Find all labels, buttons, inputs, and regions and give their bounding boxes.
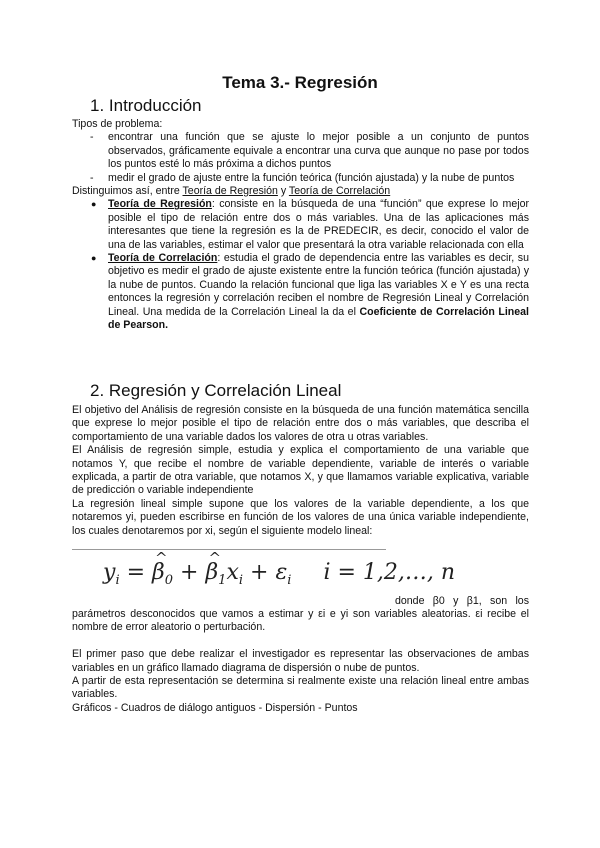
- section-heading-introduccion: 1. Introducción: [90, 96, 202, 115]
- paragraph: El Análisis de regresión simple, estudia y explica el comportamiento de una variable que notamos Y, que recibe el nombre de variable dependiente, variable de interés o variable explicada, a partir de otra variable, que notamos X, y que llamamos variable explicativa, variable de predicción o variable independiente: [72, 444, 529, 497]
- paragraph: El objetivo del Análisis de regresión consiste en la búsqueda de una función matemática sencilla que exprese lo mejor posible el tipo de relación entre dos o más variables, que describa el comportamiento de una variable dados los valores de otra u otras variables.: [72, 404, 529, 443]
- term-correlacion: Teoría de Correlación: [288, 185, 391, 198]
- theory-list: [72, 198, 529, 332]
- divider: [72, 549, 386, 550]
- regression-formula: $y_i$ = ^ $\beta_0$ + ^ $\beta_1x_i + \varepsilon_i$ i = 1,2,…, n: [103, 560, 455, 598]
- section-heading-regresion-lineal: 2. Regresión y Correlación Lineal: [90, 381, 342, 400]
- menu-path: Gráficos - Cuadros de diálogo antiguos - Dispersión - Puntos: [72, 701, 358, 714]
- problem-list: [72, 131, 529, 185]
- conclusion-block: [72, 608, 529, 715]
- distinguish-line: Distinguimos así, entre Teoría de Regresión y Teoría de Correlación: [72, 185, 391, 198]
- paragraph: A partir de esta representación se determina si realmente existe una relación lineal entre ambas variables.: [72, 675, 529, 701]
- intro-block: [72, 118, 529, 333]
- document-title: Tema 3.- Regresión: [222, 73, 378, 92]
- paragraph: La regresión lineal simple supone que los valores de la variable dependiente, a los que notaremos yi, pueden escribirse en función de los valores de una única variable independiente, los cuales denotaremos por xi, según el siguiente modelo lineal:: [72, 497, 529, 537]
- regression-block: [72, 404, 529, 538]
- list-item: ● Teoría de Correlación: estudia el grado de dependencia entre las variables es decir, su objetivo es medir el grado de ajuste existente entre la función teórica (función ajustada) y la nube de puntos. Cuando la relación funcional que liga las variables X e Y es una recta entonces la regresión y correlación reciben el nombre de Regresión Lineal y Correlación Lineal. Una medida de la Correlación Lineal la da el Coeficiente de Correlación Lineal de Pearson.: [91, 252, 529, 332]
- paragraph: parámetros desconocidos que vamos a estimar y εi e yi son variables aleatorias. εi recibe el nombre de error aleatorio o perturbación.: [72, 608, 529, 634]
- problem-types-label: Tipos de problema:: [72, 118, 163, 130]
- paragraph: El primer paso que debe realizar el investigador es representar las observaciones de ambas variables en un gráfico llamado diagrama de dispersión o nube de puntos.: [72, 648, 529, 674]
- formula-note-right: donde β0 y β1, son los: [395, 595, 529, 607]
- term-regresion: Teoría de Regresión: [182, 185, 278, 198]
- list-item: - encontrar una función que se ajuste lo mejor posible a un conjunto de puntos observados, gráficamente equivale a encontrar una curva que aunque no pase por todos los puntos esté lo más próxima a dichos puntos: [90, 131, 529, 171]
- list-item: - medir el grado de ajuste entre la función teórica (función ajustada) y la nube de puntos: [90, 171, 515, 184]
- list-item: ● Teoría de Regresión: consiste en la búsqueda de una “función” que exprese lo mejor posible el tipo de relación entre dos o más variables. Una de las aplicaciones más interesantes que tiene la regresión es la de PREDECIR, es decir, conocido el valor de una de las variables, estimar el valor que presentará la otra variable relacionada con ella: [91, 198, 530, 251]
